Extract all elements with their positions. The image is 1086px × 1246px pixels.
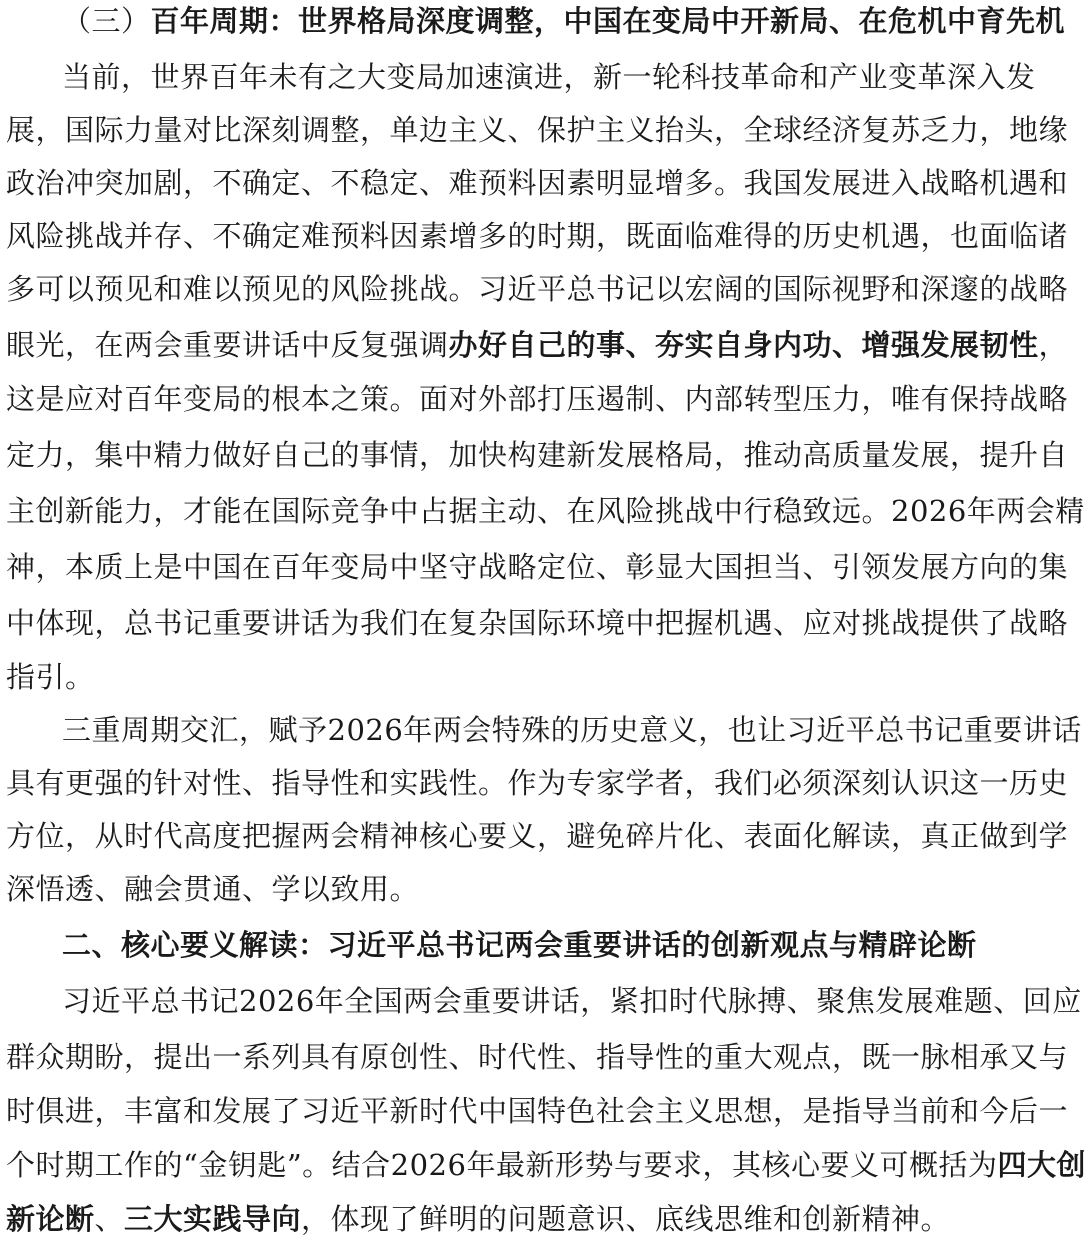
heading-text: 世界格局深度调整，中国在变局中开新局、在危机中育先机: [298, 4, 1066, 38]
paragraph-line: [6, 1192, 1072, 1246]
paragraph-line: [6, 1138, 1086, 1192]
text-run: 、: [94, 1202, 125, 1236]
text-run: ，: [1038, 328, 1069, 362]
paragraph-line: 深悟透、融会贯通、学以致用。: [6, 872, 420, 906]
bold-emphasis: 办好自己的事、夯实自身内功、增强发展韧性: [448, 328, 1039, 362]
section-2-heading: [62, 918, 1072, 972]
paragraph-line: 具有更强的针对性、指导性和实践性。作为专家学者，我们必须深刻认识这一历史: [6, 766, 1069, 800]
paragraph-line: 主创新能力，才能在国际竞争中占据主动、在风险挑战中行稳致远。2026年两会精: [6, 494, 1085, 528]
bold-emphasis: 新论断: [6, 1202, 95, 1236]
paragraph-line: 政治冲突加剧，不确定、不稳定、难预料因素明显增多。我国发展进入战略机遇和: [6, 166, 1069, 200]
paragraph-line: 展，国际力量对比深刻调整，单边主义、保护主义抬头，全球经济复苏乏力，地缘: [6, 113, 1069, 147]
text-run: 眼光，在两会重要讲话中反复强调: [6, 328, 449, 362]
text-run: 个时期工作的“金钥匙”。结合2026年最新形势与要求，其核心要义可概括为: [6, 1148, 998, 1182]
paragraph-line: 多可以预见和难以预见的风险挑战。习近平总书记以宏阔的国际视野和深邃的战略: [6, 272, 1069, 306]
bold-emphasis: 三大实践导向: [124, 1202, 302, 1236]
paragraph-line: 这是应对百年变局的根本之策。面对外部打压遏制、内部转型压力，唯有保持战略: [6, 382, 1069, 416]
paragraph-line: 神，本质上是中国在百年变局中坚守战略定位、彰显大国担当、引领发展方向的集: [6, 550, 1069, 584]
heading-bold: 二、核心要义解读：: [62, 928, 328, 962]
paragraph-line: 方位，从时代高度把握两会精神核心要义，避免碎片化、表面化解读，真正做到学: [6, 819, 1069, 853]
paragraph-line: 习近平总书记2026年全国两会重要讲话，紧扣时代脉搏、聚焦发展难题、回应: [62, 984, 1082, 1018]
heading-bold: 百年周期：: [150, 4, 299, 38]
paragraph-line: 中体现，总书记重要讲话为我们在复杂国际环境中把握机遇、应对挑战提供了战略: [6, 606, 1069, 640]
paragraph-line: 指引。: [6, 660, 95, 694]
heading-prefix: （三）: [62, 4, 151, 38]
paragraph-line: 定力，集中精力做好自己的事情，加快构建新发展格局，推动高质量发展，提升自: [6, 438, 1069, 472]
paragraph-line: 时俱进，丰富和发展了习近平新时代中国特色社会主义思想，是指导当前和今后一: [6, 1094, 1069, 1128]
bold-emphasis: 四大创: [997, 1148, 1086, 1182]
section-3-heading: [62, 0, 1072, 48]
paragraph-line: 三重周期交汇，赋予2026年两会特殊的历史意义，也让习近平总书记重要讲话: [62, 713, 1082, 747]
text-run: ，体现了鲜明的问题意识、底线思维和创新精神。: [301, 1202, 951, 1236]
paragraph-line: 群众期盼，提出一系列具有原创性、时代性、指导性的重大观点，既一脉相承又与: [6, 1040, 1069, 1074]
paragraph-line: 风险挑战并存、不确定难预料因素增多的时期，既面临难得的历史机遇，也面临诸: [6, 219, 1069, 253]
heading-text: 习近平总书记两会重要讲话的创新观点与精辟论断: [327, 928, 977, 962]
paragraph-line: 当前，世界百年未有之大变局加速演进，新一轮科技革命和产业变革深入发: [62, 60, 1036, 94]
paragraph-line: [6, 318, 1072, 372]
